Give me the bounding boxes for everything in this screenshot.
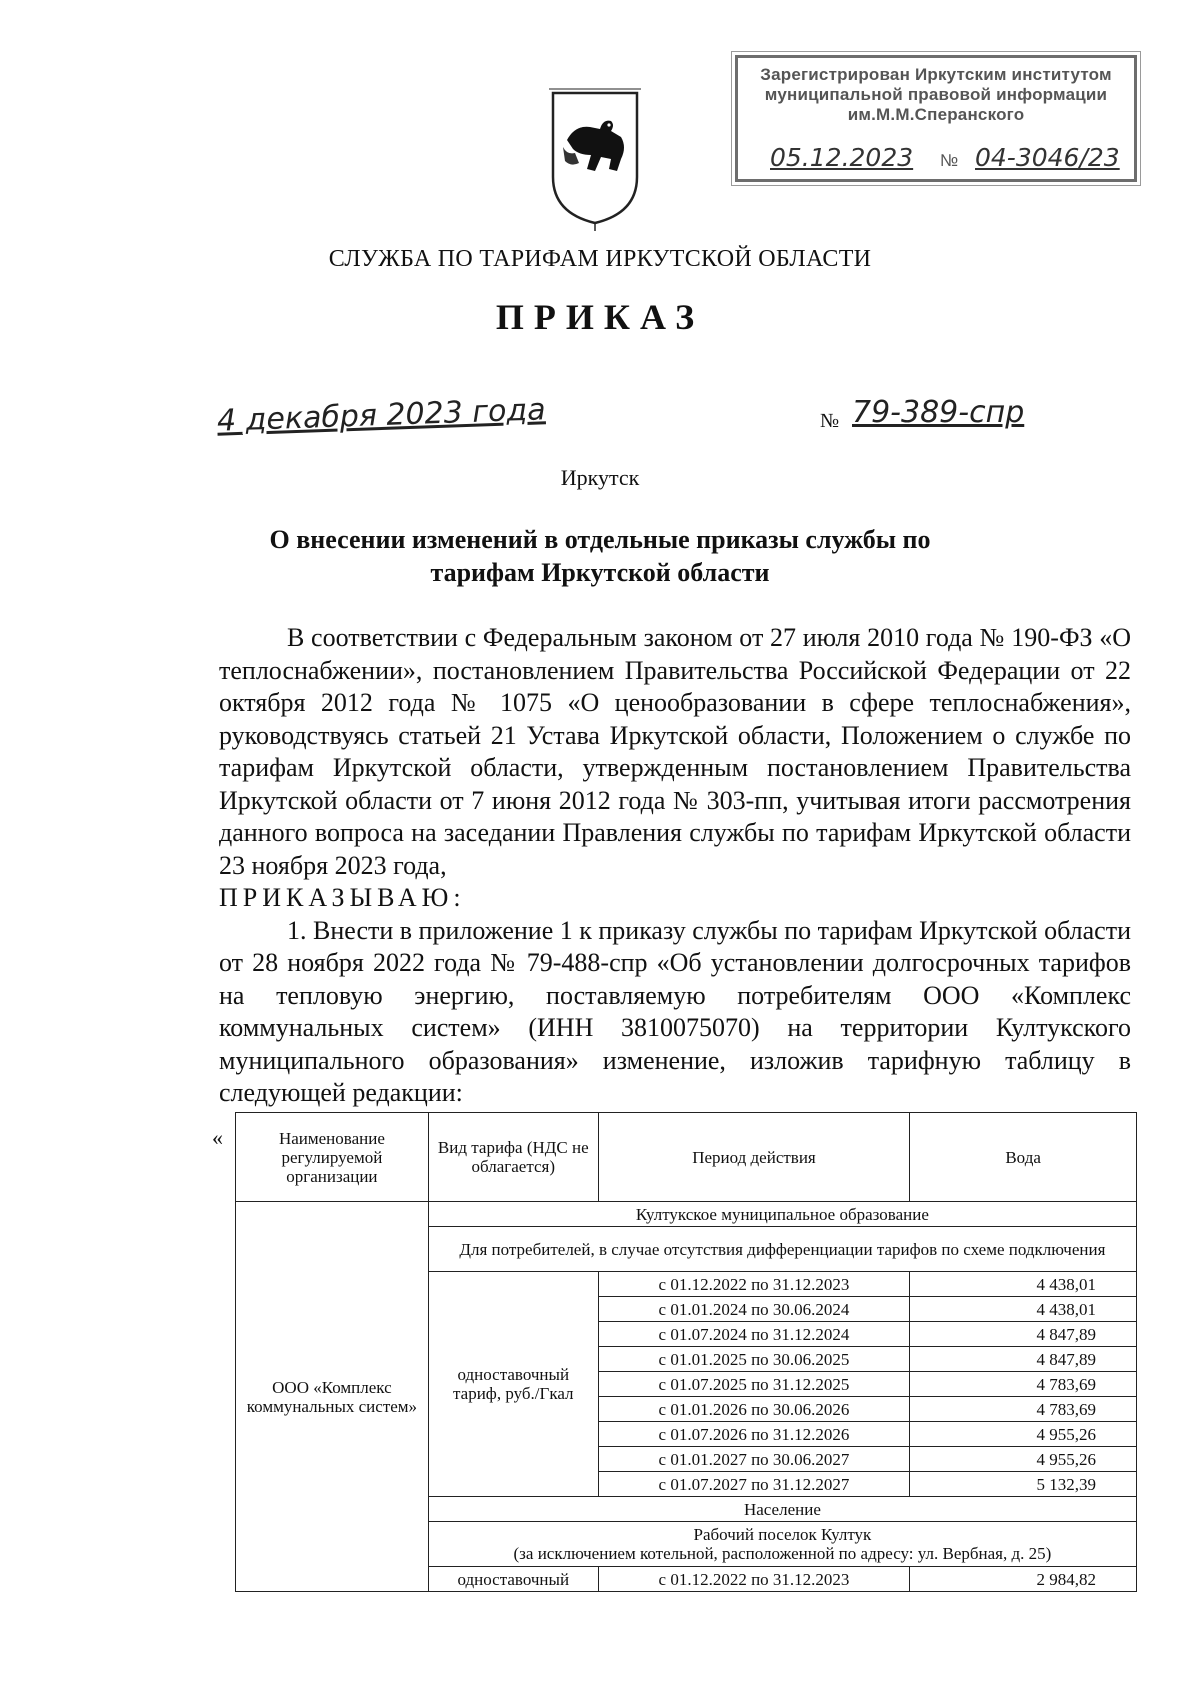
open-quote: « — [212, 1125, 223, 1150]
order-number: 79-389-спр — [852, 395, 1025, 430]
item-1-paragraph: 1. Внести в приложение 1 к приказу службы по тарифам Иркутской области от 28 ноября 2022 года № 79-488-спр «Об установлении долгосрочных тарифов на тепловую энергию, поставляемую потребителям ООО «Комплекс коммунальных систем» (ИНН 3810075070) на территории Култукского муниципального образования» изменение, изложив тарифную таблицу в следующей редакции: — [219, 915, 1131, 1107]
value-cell: 4 438,01 — [910, 1297, 1137, 1322]
stamp-date: 05.12.2023 — [770, 143, 914, 172]
org-name-cell: ООО «Комплекс коммунальных систем» — [236, 1202, 429, 1592]
period-cell: с 01.07.2027 по 31.12.2027 — [598, 1472, 910, 1497]
period-cell: с 01.07.2026 по 31.12.2026 — [598, 1422, 910, 1447]
tariff-table — [235, 1112, 1137, 1592]
value-cell: 4 783,69 — [910, 1397, 1137, 1422]
period-cell: с 01.01.2024 по 30.06.2024 — [598, 1297, 910, 1322]
period-cell: с 01.01.2027 по 30.06.2027 — [598, 1447, 910, 1472]
settlement-row — [428, 1522, 1136, 1567]
header-water: Вода — [910, 1113, 1137, 1202]
municipality-row: Култукское муниципальное образование — [428, 1202, 1136, 1227]
document-type: ПРИКАЗ — [495, 297, 705, 337]
population-row: Население — [428, 1497, 1136, 1522]
order-number-label: № — [820, 410, 840, 432]
value-cell: 5 132,39 — [910, 1472, 1137, 1497]
tariff-name-cell: одноставочный — [428, 1567, 598, 1592]
value-cell: 4 847,89 — [910, 1322, 1137, 1347]
order-date: 4 декабря 2023 года — [216, 392, 547, 439]
consumers-row: Для потребителей, в случае отсутствия дифференциации тарифов по схеме подключения — [428, 1227, 1136, 1272]
tariff-name-cell: одноставочный тариф, руб./Гкал — [428, 1272, 598, 1497]
period-cell: с 01.01.2026 по 30.06.2026 — [598, 1397, 910, 1422]
stamp-line: Зарегистрирован Иркутским институтом — [760, 65, 1112, 84]
value-cell: 4 783,69 — [910, 1372, 1137, 1397]
value-cell: 2 984,82 — [910, 1567, 1137, 1592]
value-cell: 4 438,01 — [910, 1272, 1137, 1297]
period-cell: с 01.12.2022 по 31.12.2023 — [598, 1272, 910, 1297]
settlement-note: (за исключением котельной, расположенной по адресу: ул. Вербная, д. 25) — [513, 1544, 1052, 1563]
preamble-paragraph: В соответствии с Федеральным законом от 27 июля 2010 года № 190-ФЗ «О теплоснабжении», постановлением Правительства Российской Федерации от 22 октября 2012 года № 1075 «О ценообразовании в сфере теплоснабжения», руководствуясь статьей 21 Устава Иркутской области, Положением о службе по тарифам Иркутской области, утвержденным постановлением Правительства Иркутской области от 7 июня 2012 года № 303-пп, учитывая итоги рассмотрения данного вопроса на заседании Правления службы по тарифам Иркутской области 23 ноября 2023 года, — [219, 623, 1131, 880]
stamp-number: 04-3046/23 — [975, 143, 1120, 172]
order-word: ПРИКАЗЫВАЮ: — [219, 883, 466, 912]
document-body — [219, 622, 1131, 1110]
period-cell: с 01.07.2025 по 31.12.2025 — [598, 1372, 910, 1397]
header-org: Наименование регулируемой организации — [236, 1113, 429, 1202]
period-cell: с 01.01.2025 по 30.06.2025 — [598, 1347, 910, 1372]
stamp-line: муниципальной правовой информации — [764, 85, 1108, 104]
city: Иркутск — [560, 465, 640, 490]
irkutsk-coat-of-arms-icon — [545, 85, 645, 235]
value-cell: 4 955,26 — [910, 1447, 1137, 1472]
agency-name: СЛУЖБА ПО ТАРИФАМ ИРКУТСКОЙ ОБЛАСТИ — [328, 246, 872, 272]
registration-stamp — [735, 55, 1137, 182]
period-cell: с 01.07.2024 по 31.12.2024 — [598, 1322, 910, 1347]
value-cell: 4 847,89 — [910, 1347, 1137, 1372]
document-title: О внесении изменений в отдельные приказы службы по тарифам Иркутской области — [269, 525, 931, 587]
stamp-line: им.М.М.Сперанского — [847, 105, 1025, 124]
header-period: Период действия — [598, 1113, 910, 1202]
stamp-number-label: № — [940, 151, 959, 170]
period-cell: с 01.12.2022 по 31.12.2023 — [598, 1567, 910, 1592]
value-cell: 4 955,26 — [910, 1422, 1137, 1447]
header-tariff-type: Вид тарифа (НДС не облагается) — [428, 1113, 598, 1202]
settlement-name: Рабочий поселок Култук — [693, 1525, 872, 1544]
